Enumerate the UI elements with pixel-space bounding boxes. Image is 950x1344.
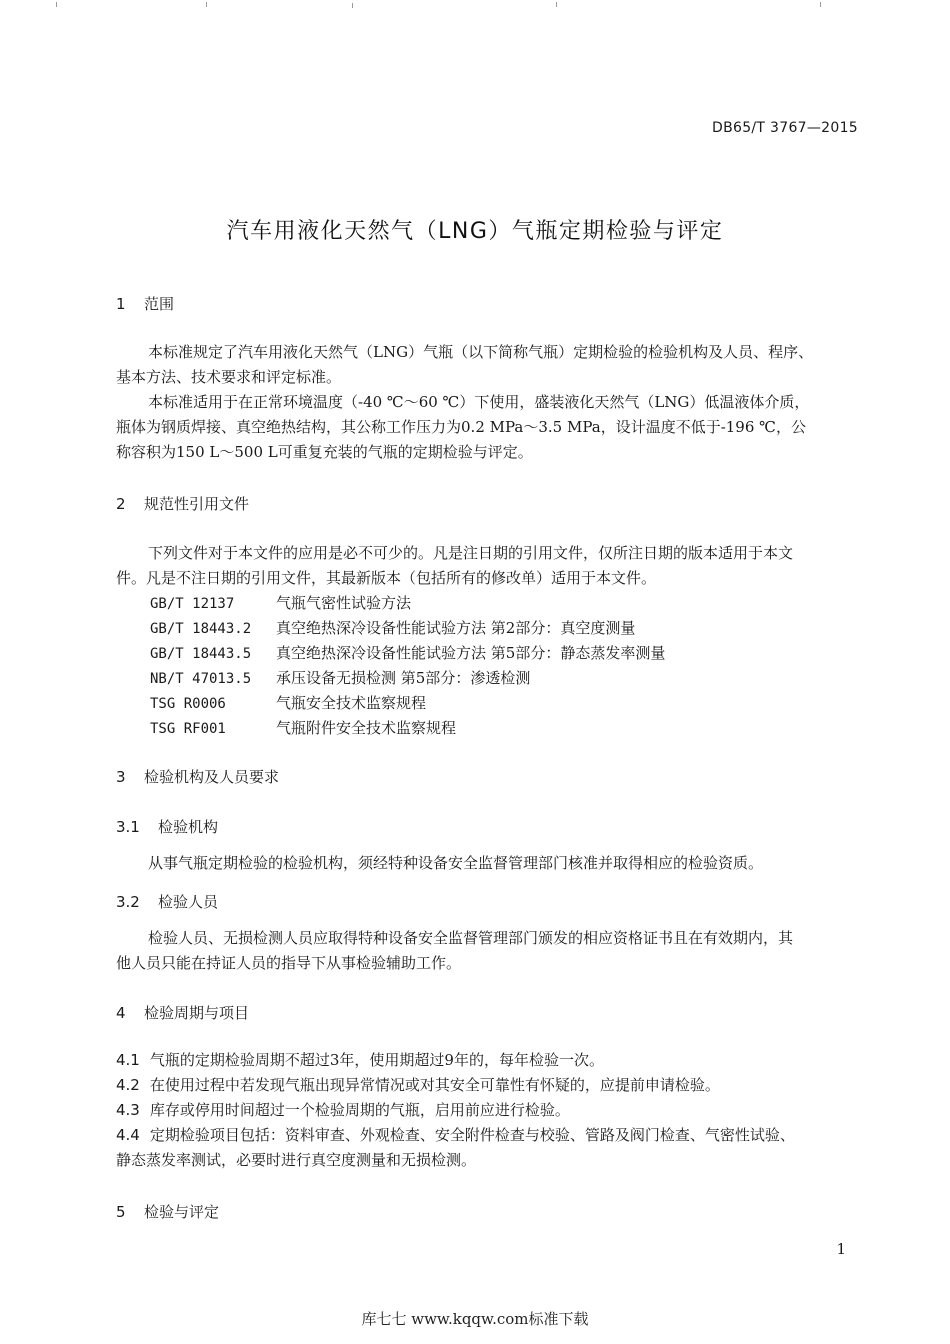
scan-speck: [820, 2, 821, 7]
section-4-heading: [116, 1002, 249, 1023]
item-text: 气瓶的定期检验周期不超过3年，使用期超过9年的，每年检验一次。: [149, 1051, 604, 1069]
paragraph-line: 从事气瓶定期检验的检验机构，须经特种设备安全监督管理部门核准并取得相应的检验资质。: [148, 854, 764, 872]
reference-item: [150, 692, 426, 713]
section-title: 检验机构及人员要求: [144, 768, 280, 786]
item-text: 在使用过程中若发现气瓶出现异常情况或对其安全可靠性有怀疑的，应提前申请检验。: [149, 1076, 720, 1094]
reference-title: 气瓶附件安全技术监察规程: [276, 719, 457, 737]
reference-code: GB/T 12137: [150, 596, 235, 612]
section-5-heading: [116, 1201, 219, 1222]
list-item: [116, 1048, 604, 1072]
reference-title: 承压设备无损检测 第5部分：渗透检测: [276, 669, 531, 687]
section-title: 检验周期与项目: [144, 1004, 250, 1022]
paragraph-line: 基本方法、技术要求和评定标准。: [116, 368, 342, 386]
paragraph-line: 称容积为150 L～500 L可重复充装的气瓶的定期检验与评定。: [116, 443, 533, 461]
reference-code: TSG RF001: [150, 721, 226, 737]
section-number: 5: [116, 1203, 126, 1221]
reference-code: TSG R0006: [150, 696, 226, 712]
item-text: 定期检验项目包括：资料审查、外观检查、安全附件检查与校验、管路及阀门检查、气密性试验、: [149, 1126, 795, 1144]
reference-item: [150, 717, 456, 738]
item-number: 4.4: [116, 1126, 140, 1144]
list-item: [116, 1073, 720, 1097]
section-1-heading: [116, 293, 174, 314]
document-title: 汽车用液化天然气（LNG）气瓶定期检验与评定: [226, 219, 724, 244]
paragraph-line: 本标准适用于在正常环境温度（-40 ℃～60 ℃）下使用，盛装液化天然气（LNG）低温液体介质，: [148, 393, 810, 411]
scan-speck: [556, 2, 557, 7]
list-item-continuation: 静态蒸发率测试，必要时进行真空度测量和无损检测。: [116, 1151, 477, 1169]
reference-title: 气瓶气密性试验方法: [276, 594, 412, 612]
subsection-number: 3.2: [116, 893, 140, 911]
section-number: 3: [116, 768, 126, 786]
item-number: 4.1: [116, 1051, 140, 1069]
section-title: 检验与评定: [144, 1203, 220, 1221]
reference-item: [150, 592, 411, 613]
item-number: 4.2: [116, 1076, 140, 1094]
subsection-title: 检验机构: [158, 818, 219, 836]
subsection-title: 检验人员: [158, 893, 219, 911]
paragraph-line: 本标准规定了汽车用液化天然气（LNG）气瓶（以下简称气瓶）定期检验的检验机构及人员、程序、: [148, 343, 814, 361]
footer-watermark: 库七七 www.kqqw.com标准下载: [361, 1310, 589, 1328]
subsection-3-1-heading: [116, 816, 218, 837]
document-number: DB65/T 3767—2015: [712, 120, 858, 136]
section-number: 4: [116, 1004, 126, 1022]
paragraph-line: 件。凡是不注日期的引用文件，其最新版本（包括所有的修改单）适用于本文件。: [116, 569, 657, 587]
scan-speck: [352, 3, 353, 8]
paragraph-line: 检验人员、无损检测人员应取得特种设备安全监督管理部门颁发的相应资格证书且在有效期内，其: [148, 929, 794, 947]
reference-code: GB/T 18443.5: [150, 646, 252, 662]
section-3-heading: [116, 766, 279, 787]
reference-item: [150, 667, 530, 688]
reference-item: [150, 617, 635, 638]
item-text: 库存或停用时间超过一个检验周期的气瓶，启用前应进行检验。: [149, 1101, 570, 1119]
paragraph-line: 他人员只能在持证人员的指导下从事检验辅助工作。: [116, 954, 462, 972]
reference-code: NB/T 47013.5: [150, 671, 252, 687]
section-2-heading: [116, 493, 249, 514]
section-title: 规范性引用文件: [144, 495, 250, 513]
reference-title: 气瓶安全技术监察规程: [276, 694, 427, 712]
paragraph-line: 瓶体为钢质焊接、真空绝热结构，其公称工作压力为0.2 MPa～3.5 MPa，设计温度不低于-196 ℃，公: [116, 418, 806, 436]
section-title: 范围: [144, 295, 175, 313]
subsection-number: 3.1: [116, 818, 140, 836]
subsection-3-2-heading: [116, 891, 218, 912]
page-number: 1: [836, 1240, 846, 1258]
section-number: 2: [116, 495, 126, 513]
reference-title: 真空绝热深冷设备性能试验方法 第5部分：静态蒸发率测量: [276, 644, 666, 662]
list-item: [116, 1098, 570, 1122]
reference-code: GB/T 18443.2: [150, 621, 252, 637]
reference-title: 真空绝热深冷设备性能试验方法 第2部分：真空度测量: [276, 619, 636, 637]
reference-item: [150, 642, 665, 663]
section-number: 1: [116, 295, 126, 313]
list-item: [116, 1123, 795, 1147]
item-number: 4.3: [116, 1101, 140, 1119]
scan-speck: [56, 2, 57, 7]
scan-speck: [206, 2, 207, 7]
paragraph-line: 下列文件对于本文件的应用是必不可少的。凡是注日期的引用文件，仅所注日期的版本适用于本文: [148, 544, 794, 562]
